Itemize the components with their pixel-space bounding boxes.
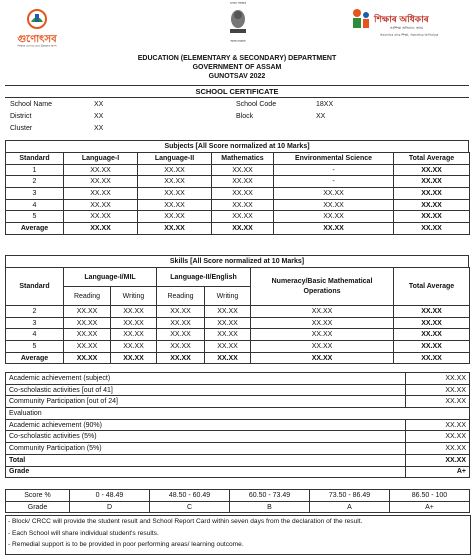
department-line: EDUCATION (ELEMENTARY & SECONDARY) DEPARTMENT <box>137 55 337 62</box>
coscholastic-value: XX.XX <box>406 384 470 396</box>
national-emblem <box>223 2 253 46</box>
score-range-row <box>6 490 470 502</box>
score-cell: XX.XX <box>157 317 205 329</box>
summary-table <box>5 372 470 478</box>
grade-label: Grade <box>6 466 406 478</box>
score-cell: XX.XX <box>64 341 111 353</box>
score-cell: XX.XX <box>274 199 394 211</box>
score-cell: XX.XX <box>274 211 394 223</box>
average-cell: XX.XX <box>111 352 157 364</box>
note-line: - Block/ CRCC will provide the student result and School Report Card within seven days from the declaration of the result. <box>8 518 363 525</box>
average-cell: XX.XX <box>157 352 205 364</box>
total-cell: XX.XX <box>394 352 470 364</box>
score-cell: XX.XX <box>64 176 138 188</box>
total-cell: XX.XX <box>394 306 470 318</box>
grade-letter-row <box>6 501 470 513</box>
academic-value: XX.XX <box>406 373 470 385</box>
score-cell: XX.XX <box>111 317 157 329</box>
score-cell: - <box>274 164 394 176</box>
eval-community-label: Community Participation (5%) <box>6 443 406 455</box>
eval-coscholastic-label: Co-scholastic activities (5%) <box>6 431 406 443</box>
subjects-section <box>5 140 469 235</box>
score-cell: XX.XX <box>64 306 111 318</box>
score-cell: XX.XX <box>212 211 274 223</box>
gunotsav-logo-text: গুণোৎসব <box>17 34 57 45</box>
table-row <box>6 199 470 211</box>
score-cell: XX.XX <box>64 164 138 176</box>
score-cell: XX.XX <box>64 199 138 211</box>
total-cell: XX.XX <box>394 211 470 223</box>
summary-row <box>6 443 470 455</box>
table-row <box>6 329 470 341</box>
score-range-cell: 0 - 48.49 <box>70 490 150 502</box>
eval-academic-value: XX.XX <box>406 419 470 431</box>
total-cell: XX.XX <box>394 164 470 176</box>
notes-box <box>5 515 471 555</box>
standard-cell: 2 <box>6 306 64 318</box>
score-cell: XX.XX <box>138 199 212 211</box>
score-range-cell: 86.50 - 100 <box>390 490 470 502</box>
score-range-cell: 73.50 - 86.49 <box>310 490 390 502</box>
score-cell: XX.XX <box>205 306 251 318</box>
subjects-table <box>5 152 470 235</box>
table-row <box>6 317 470 329</box>
school-info <box>10 100 460 136</box>
subjects-header-total: Total Average <box>394 153 470 165</box>
score-cell: XX.XX <box>205 329 251 341</box>
skills-title: Skills [All Score normalized at 10 Marks] <box>5 255 469 267</box>
total-cell: XX.XX <box>394 317 470 329</box>
standard-cell: 2 <box>6 176 64 188</box>
grade-letter-cell: A <box>310 501 390 513</box>
block-label: Block <box>236 113 254 120</box>
rte-logo-subtext: সৰ্বশিক্ষা অভিযান, অসম <box>390 26 424 30</box>
total-cell: XX.XX <box>394 329 470 341</box>
score-cell: XX.XX <box>111 341 157 353</box>
note-line: - Each School will share individual student's results. <box>8 529 159 537</box>
total-cell: XX.XX <box>394 199 470 211</box>
standard-cell: 3 <box>6 317 64 329</box>
cluster-value: XX <box>94 125 104 132</box>
summary-row <box>6 419 470 431</box>
average-cell: XX.XX <box>64 352 111 364</box>
subjects-header-language-1: Language-I <box>64 153 138 165</box>
average-cell: XX.XX <box>212 223 274 235</box>
district-value: XX <box>94 113 104 120</box>
ashoka-emblem-icon <box>227 5 249 35</box>
emblem-bottom-text: অসম চৰকাৰ <box>230 39 246 43</box>
score-cell: XX.XX <box>64 317 111 329</box>
skills-section <box>5 255 469 364</box>
score-cell: XX.XX <box>157 341 205 353</box>
score-cell: XX.XX <box>111 329 157 341</box>
total-row <box>6 454 470 466</box>
skills-header-numeracy: Numeracy/Basic Mathematical Operations <box>251 268 394 306</box>
standard-cell: 4 <box>6 199 64 211</box>
score-cell: XX.XX <box>251 317 394 329</box>
score-cell: XX.XX <box>212 188 274 200</box>
subjects-title: Subjects [All Score normalized at 10 Marks] <box>5 140 469 152</box>
total-label: Total <box>6 454 406 466</box>
summary-row <box>6 373 470 385</box>
government-line: GOVERNMENT OF ASSAM <box>192 64 282 71</box>
total-cell: XX.XX <box>394 341 470 353</box>
gunotsav-emblem-icon <box>5 6 69 30</box>
certificate-title: SCHOOL CERTIFICATE <box>195 87 279 96</box>
average-label-cell: Average <box>6 223 64 235</box>
subjects-header-language-2: Language-II <box>138 153 212 165</box>
evaluation-heading-row <box>6 408 470 420</box>
score-cell: XX.XX <box>251 306 394 318</box>
gunotsav-year-line: GUNOTSAV 2022 <box>208 73 266 80</box>
average-cell: XX.XX <box>64 223 138 235</box>
table-row <box>6 306 470 318</box>
score-cell: XX.XX <box>64 188 138 200</box>
score-cell: XX.XX <box>212 199 274 211</box>
subjects-header-standard: Standard <box>6 153 64 165</box>
skills-header-standard: Standard <box>6 268 64 306</box>
score-cell: XX.XX <box>138 188 212 200</box>
score-cell: XX.XX <box>205 317 251 329</box>
certificate-title-bar <box>5 85 469 98</box>
total-cell: XX.XX <box>394 176 470 188</box>
table-row <box>6 164 470 176</box>
table-row <box>6 176 470 188</box>
skills-header-total: Total Average <box>394 268 470 306</box>
average-cell: XX.XX <box>274 223 394 235</box>
score-cell: XX.XX <box>138 176 212 188</box>
school-code-value: 18XX <box>316 101 334 108</box>
total-value: XX.XX <box>406 454 470 466</box>
evaluation-label: Evaluation <box>6 408 470 420</box>
total-cell: XX.XX <box>394 223 470 235</box>
grade-value: A+ <box>406 466 470 478</box>
grade-letter-cell: A+ <box>390 501 470 513</box>
standard-cell: 3 <box>6 188 64 200</box>
score-cell: XX.XX <box>251 341 394 353</box>
score-cell: XX.XX <box>138 164 212 176</box>
table-row <box>6 188 470 200</box>
average-row <box>6 352 470 364</box>
score-range-cell: 48.50 - 60.49 <box>150 490 230 502</box>
score-cell: XX.XX <box>138 211 212 223</box>
grade-row <box>6 466 470 478</box>
summary-row <box>6 396 470 408</box>
score-cell: XX.XX <box>274 188 394 200</box>
total-cell: XX.XX <box>394 188 470 200</box>
score-range-cell: 60.50 - 73.49 <box>230 490 310 502</box>
summary-row <box>6 384 470 396</box>
grade-letter-cell: D <box>70 501 150 513</box>
note-line: - Remedial support is to be provided in poor performing areas/ learning outcome. <box>8 541 244 548</box>
school-name-label: School Name <box>10 101 53 108</box>
table-row <box>6 341 470 353</box>
score-cell: XX.XX <box>212 164 274 176</box>
score-cell: XX.XX <box>64 211 138 223</box>
skills-header-writing-1: Writing <box>111 287 157 306</box>
score-cell: XX.XX <box>157 306 205 318</box>
cluster-label: Cluster <box>10 125 33 132</box>
emblem-top-text: ভাৰত সৰকাৰ <box>229 1 247 5</box>
score-cell: XX.XX <box>205 341 251 353</box>
community-value: XX.XX <box>406 396 470 408</box>
skills-header-row <box>6 268 470 287</box>
community-label: Community Participation [out of 24] <box>6 396 406 408</box>
score-cell: XX.XX <box>251 329 394 341</box>
average-cell: XX.XX <box>251 352 394 364</box>
average-label-cell: Average <box>6 352 64 364</box>
grade-letter-cell: B <box>230 501 310 513</box>
subjects-header-evs: Environmental Science <box>274 153 394 165</box>
rte-logo <box>350 6 468 46</box>
gunotsav-logo-subtext: শিক্ষাৰ গুণগত মান উন্নয়নৰ অংশ <box>17 44 57 48</box>
skills-header-reading-1: Reading <box>64 287 111 306</box>
skills-header-language-1: Language-I/MIL <box>64 268 157 287</box>
academic-label: Academic achievement (subject) <box>6 373 406 385</box>
standard-cell: 1 <box>6 164 64 176</box>
standard-cell: 5 <box>6 211 64 223</box>
score-cell: XX.XX <box>64 329 111 341</box>
gunotsav-logo <box>5 6 69 48</box>
standard-cell: 4 <box>6 329 64 341</box>
rte-logo-text: শিক্ষাৰ অধিকাৰ <box>374 14 429 24</box>
score-cell: - <box>274 176 394 188</box>
score-range-label: Score % <box>6 490 70 502</box>
subjects-header-mathematics: Mathematics <box>212 153 274 165</box>
eval-coscholastic-value: XX.XX <box>406 431 470 443</box>
skills-table <box>5 267 470 364</box>
score-cell: XX.XX <box>157 329 205 341</box>
average-cell: XX.XX <box>205 352 251 364</box>
eval-community-value: XX.XX <box>406 443 470 455</box>
eval-academic-label: Academic achievement (90%) <box>6 419 406 431</box>
summary-row <box>6 431 470 443</box>
subjects-header-row <box>6 153 470 165</box>
table-row <box>6 211 470 223</box>
school-name-value: XX <box>94 101 104 108</box>
block-value: XX <box>316 113 326 120</box>
grade-letter-label: Grade <box>6 501 70 513</box>
rte-logo-subtext-2: সকলোৰে বাবে শিক্ষা, সকলোৱে আগবাঢ়ক <box>380 33 439 37</box>
skills-header-reading-2: Reading <box>157 287 205 306</box>
standard-cell: 5 <box>6 341 64 353</box>
grade-letter-cell: C <box>150 501 230 513</box>
average-cell: XX.XX <box>138 223 212 235</box>
score-cell: XX.XX <box>111 306 157 318</box>
coscholastic-label: Co-scholastic activities [out of 41] <box>6 384 406 396</box>
average-row <box>6 223 470 235</box>
skills-header-language-2: Language-II/English <box>157 268 251 287</box>
grade-scale-table <box>5 489 470 513</box>
children-reading-icon <box>350 8 372 32</box>
school-code-label: School Code <box>236 101 277 108</box>
district-label: District <box>10 113 32 120</box>
skills-header-writing-2: Writing <box>205 287 251 306</box>
score-cell: XX.XX <box>212 176 274 188</box>
